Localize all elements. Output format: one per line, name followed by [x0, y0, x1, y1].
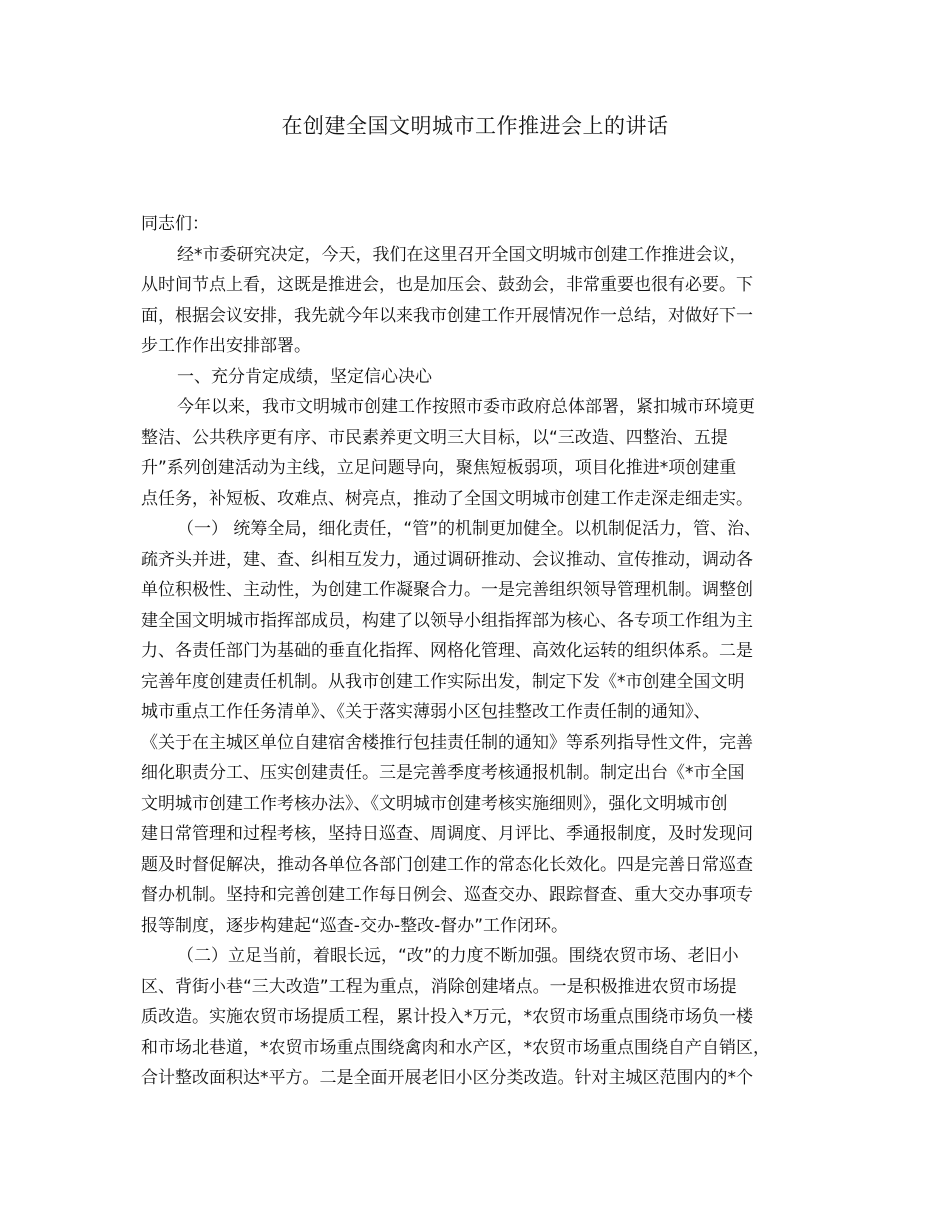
paragraph-line: 《关于在主城区单位自建宿舍楼推行包挂责任制的通知》等系列指导性文件，完善	[141, 732, 753, 753]
subsection-line: （二）立足当前，着眼长远，“改”的力度不断加强。围绕农贸市场、老旧小	[177, 946, 739, 966]
paragraph-line: 建全国文明城市指挥部成员，构建了以领导小组指挥部为核心、各专项工作组为主	[141, 610, 753, 631]
paragraph-line: 报等制度，逐步构建起“巡查-交办-整改-督办”工作闭环。	[141, 915, 569, 936]
paragraph-line: 和市场北巷道，*农贸市场重点围绕禽肉和水产区，*农贸市场重点围绕自产自销区，	[141, 1037, 770, 1058]
document-body	[141, 209, 813, 1094]
paragraph-line: 区、背街小巷“三大改造”工程为重点，消除创建堵点。一是积极推进农贸市场提	[141, 976, 737, 997]
paragraph-line: 单位积极性、主动性，为创建工作凝聚合力。一是完善组织领导管理机制。调整创	[141, 580, 753, 600]
paragraph-line: 从时间节点上看，这既是推进会，也是加压会、鼓劲会，非常重要也很有必要。下	[141, 275, 753, 295]
paragraph-line: 整洁、公共秩序更有序、市民素养更文明三大目标，以“三改造、四整治、五提	[141, 427, 728, 448]
paragraph-line: 文明城市创建工作考核办法》、《文明城市创建考核实施细则》，强化文明城市创	[141, 793, 728, 814]
paragraph-line: 建日常管理和过程考核，坚持日巡查、周调度、月评比、季通报制度，及时发现问	[141, 824, 753, 844]
paragraph-line: 城市重点工作任务清单》、《关于落实薄弱小区包挂整改工作责任制的通知》、	[141, 702, 711, 722]
paragraph-line: 升”系列创建活动为主线，立足问题导向，聚焦短板弱项，项目化推进*项创建重	[141, 458, 737, 478]
paragraph-line: 题及时督促解决，推动各单位各部门创建工作的常态化长效化。四是完善日常巡查	[141, 854, 753, 875]
paragraph-line: 经*市委研究决定，今天，我们在这里召开全国文明城市创建工作推进会议，	[177, 244, 747, 265]
paragraph-line: 质改造。实施农贸市场提质工程，累计投入*万元，*农贸市场重点围绕市场负一楼	[141, 1007, 753, 1027]
section-heading: 一、充分肯定成绩，坚定信心决心	[177, 366, 432, 387]
paragraph-line: 步工作作出安排部署。	[141, 336, 311, 356]
paragraph-line: 面，根据会议安排，我先就今年以来我市创建工作开展情况作一总结，对做好下一	[141, 305, 753, 326]
paragraph-line: 疏齐头并进，建、查、纠相互发力，通过调研推动、会议推动、宣传推动，调动各	[141, 549, 753, 570]
paragraph-line: 点任务，补短板、攻难点、树亮点，推动了全国文明城市创建工作走深走细走实。	[141, 488, 753, 509]
paragraph-line: 今年以来，我市文明城市创建工作按照市委市政府总体部署，紧扣城市环境更	[177, 397, 755, 417]
subsection-line: （一） 统筹全局，细化责任，“管”的机制更加健全。以机制促活力，管、治、	[177, 519, 762, 539]
document-title: 在创建全国文明城市工作推进会上的讲话	[281, 114, 669, 138]
paragraph-line: 合计整改面积达*平方。二是全面开展老旧小区分类改造。针对主城区范围内的*个	[141, 1068, 753, 1088]
paragraph-line: 完善年度创建责任机制。从我市创建工作实际出发，制定下发《*市创建全国文明	[141, 671, 745, 692]
paragraph-line: 细化职责分工、压实创建责任。三是完善季度考核通报机制。制定出台《*市全国	[141, 763, 745, 783]
salutation-line: 同志们：	[141, 214, 209, 234]
paragraph-line: 督办机制。坚持和完善创建工作每日例会、巡查交办、跟踪督查、重大交办事项专	[141, 885, 753, 905]
paragraph-line: 力、各责任部门为基础的垂直化指挥、网格化管理、高效化运转的组织体系。二是	[141, 641, 753, 661]
